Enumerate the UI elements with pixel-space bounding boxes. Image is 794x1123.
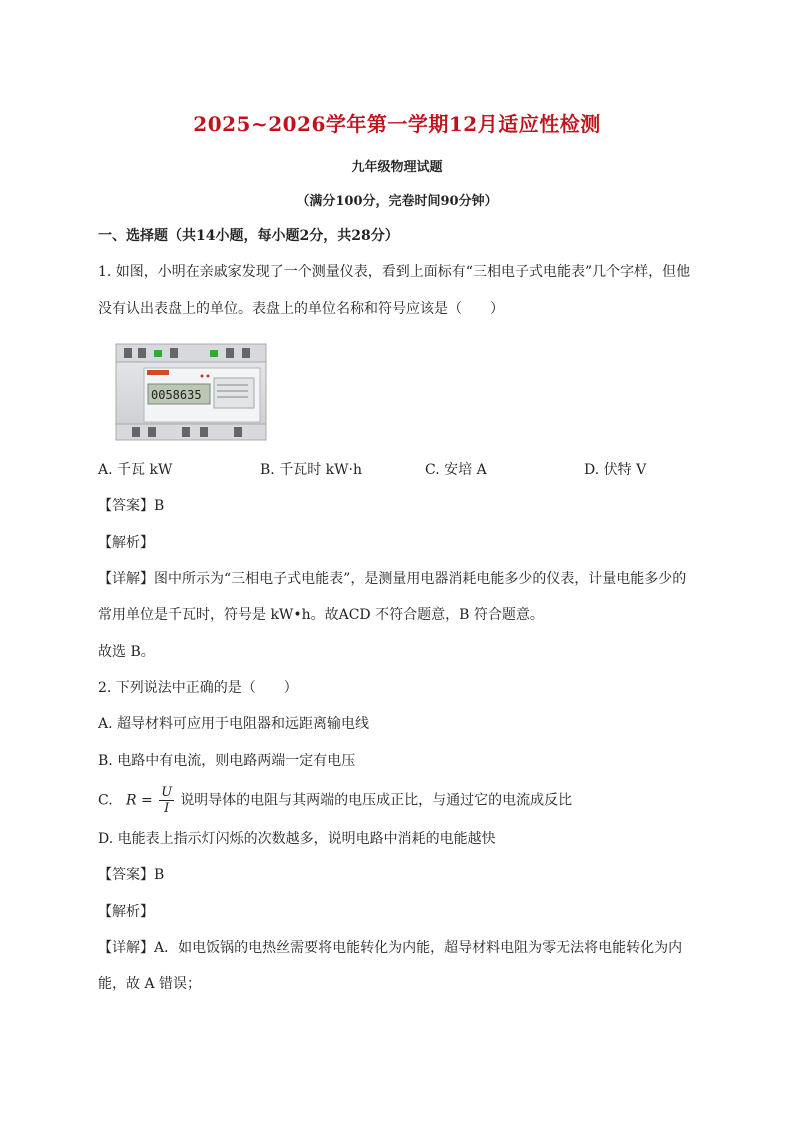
formula-left: R = (126, 792, 153, 809)
q1-answer: 【答案】B (98, 498, 165, 514)
formula-denominator: I (164, 801, 170, 816)
q2-option-a: A. 超导材料可应用于电阻器和远距离输电线 (98, 716, 370, 732)
q2-option-c (98, 785, 572, 816)
formula-fraction (159, 785, 174, 816)
q1-option-c: C. 安培 A (425, 462, 487, 478)
q2-answer: 【答案】B (98, 867, 165, 883)
q2-stem: 2. 下列说法中正确的是（ ） (98, 680, 298, 696)
formula-numerator: U (161, 785, 173, 800)
q1-stem-line1: 1. 如图，小明在亲戚家发现了一个测量仪表，看到上面标有“三相电子式电能表”几个字样，但他 (98, 264, 691, 280)
page-subtitle: 九年级物理试题 (351, 160, 443, 175)
q2-option-d: D. 电能表上指示灯闪烁的次数越多，说明电路中消耗的电能越快 (98, 831, 496, 847)
q2-option-b: B. 电路中有电流，则电路两端一定有电压 (98, 753, 356, 769)
q2-analysis-label: 【解析】 (98, 904, 154, 920)
q1-stem-line2: 没有认出表盘上的单位。表盘上的单位名称和符号应该是（ ） (98, 301, 504, 317)
q2-option-c-text: 说明导体的电阻与其两端的电压成正比，与通过它的电流成反比 (180, 792, 573, 809)
page-title: 2025~2026学年第一学期12月适应性检测 (193, 112, 601, 136)
q1-conclusion: 故选 B。 (98, 644, 155, 660)
q1-option-a: A. 千瓦 kW (98, 462, 173, 478)
exam-info: （满分100分，完卷时间90分钟） (296, 194, 498, 209)
q1-detail-line2: 常用单位是千瓦时，符号是 kW•h。故ACD 不符合题意，B 符合题意。 (98, 607, 544, 623)
q2-option-c-label: C. (98, 792, 113, 809)
q2-detail-line2: 能，故 A 错误； (98, 976, 202, 992)
section-heading: 一、选择题（共14小题，每小题2分，共28分） (98, 228, 399, 244)
q2-detail-line1: 【详解】A．如电饭锅的电热丝需要将电能转化为内能，超导材料电阻为零无法将电能转化为内 (98, 940, 683, 956)
q1-analysis-label: 【解析】 (98, 535, 154, 551)
q1-option-d: D. 伏特 V (584, 462, 647, 478)
meter-reading: 0058635 (151, 388, 202, 402)
q1-detail-line1: 【详解】图中所示为“三相电子式电能表”，是测量用电器消耗电能多少的仪表，计量电能多少的 (98, 571, 687, 587)
q1-option-b: B. 千瓦时 kW·h (260, 462, 362, 478)
energy-meter-image (114, 338, 272, 446)
